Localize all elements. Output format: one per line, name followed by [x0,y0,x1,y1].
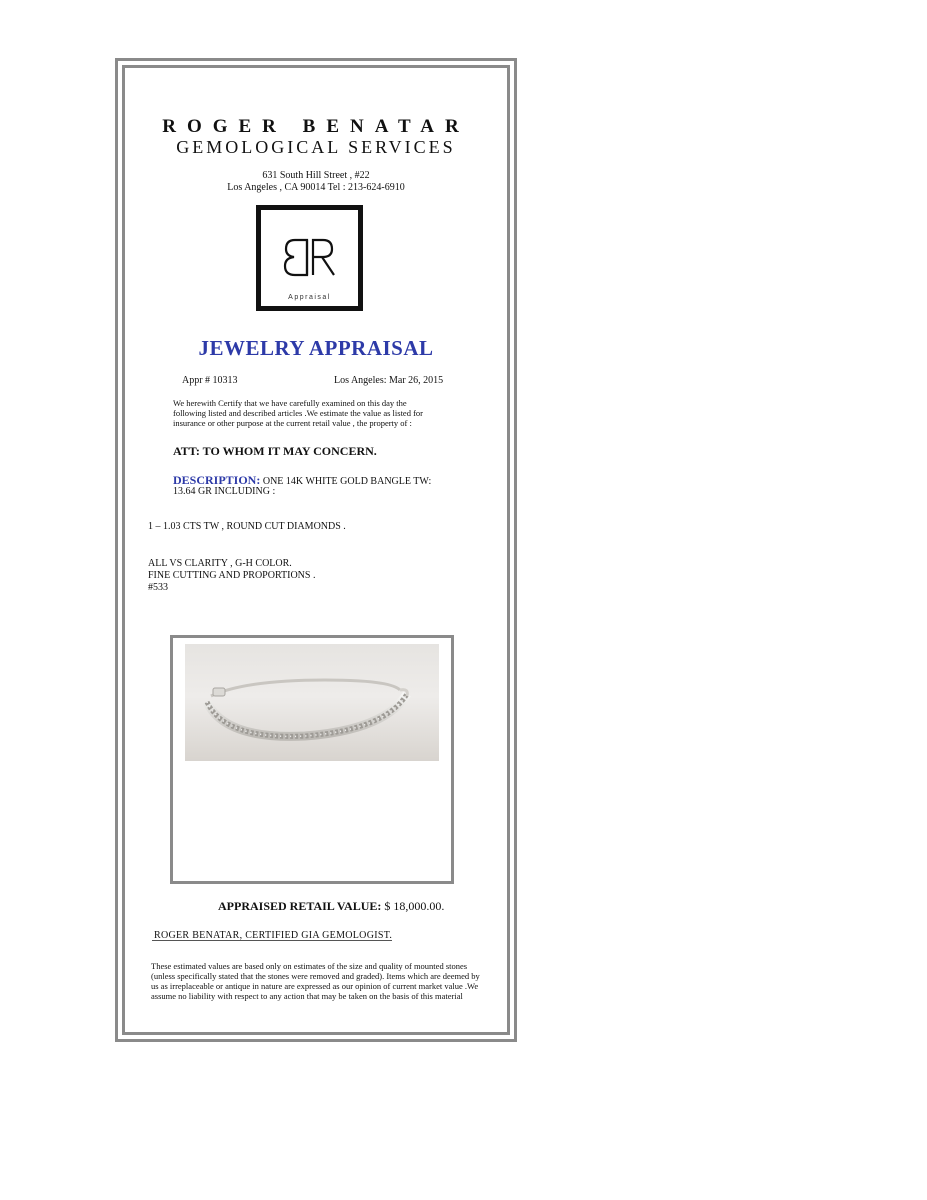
description-text-2: 13.64 GR INCLUDING : [173,486,276,497]
certify-line-3: insurance or other purpose at the current retail value , the property of : [173,418,412,428]
detail-line-1: ALL VS CLARITY , G-H COLOR. [148,558,292,569]
diamond-bangle-photo [185,644,439,761]
detail-line-2: FINE CUTTING AND PROPORTIONS . [148,570,316,581]
appraised-value [218,899,444,914]
disclaimer: These estimated values are based only on estimates of the size and quality of mounted stones (unless specifically stated that the stones were removed and graded). Items which are deemed by us as irreplaceable or antique in nature are expressed as our opinion of current market value .We assume no liability with respect to any action that may be taken on the basis of this material [151,961,480,1001]
appraisal-number: Appr # 10313 [182,375,238,386]
company-name: ROGER BENATAR [162,116,470,137]
signature-rule [152,940,392,941]
location-date: Los Angeles: Mar 26, 2015 [334,375,444,386]
description-text-1: ONE 14K WHITE GOLD BANGLE TW: [260,476,432,487]
address-line-2: Los Angeles , CA 90014 Tel : 213-624-6910 [227,182,405,193]
logo-caption: Appraisal [288,294,331,301]
detail-line-3: #533 [148,582,168,593]
value-amount: $ 18,000.00. [381,899,445,913]
value-label: APPRAISED RETAIL VALUE: [218,899,382,913]
item-line: 1 – 1.03 CTS TW , ROUND CUT DIAMONDS . [148,521,346,532]
br-monogram-icon [261,210,358,306]
document-title: JEWELRY APPRAISAL [198,336,434,360]
certify-line-2: following listed and described articles .We estimate the value as listed for [173,408,423,418]
description-label: DESCRIPTION: [173,473,261,487]
address-line-1: 631 South Hill Street , #22 [262,170,370,181]
attention-line: ATT: TO WHOM IT MAY CONCERN. [173,444,377,458]
br-appraisal-logo [256,205,363,311]
company-subtitle: GEMOLOGICAL SERVICES [176,137,456,157]
signature-line: ROGER BENATAR, CERTIFIED GIA GEMOLOGIST. [154,930,393,941]
certify-line-1: We herewith Certify that we have carefully examined on this day the [173,398,407,408]
